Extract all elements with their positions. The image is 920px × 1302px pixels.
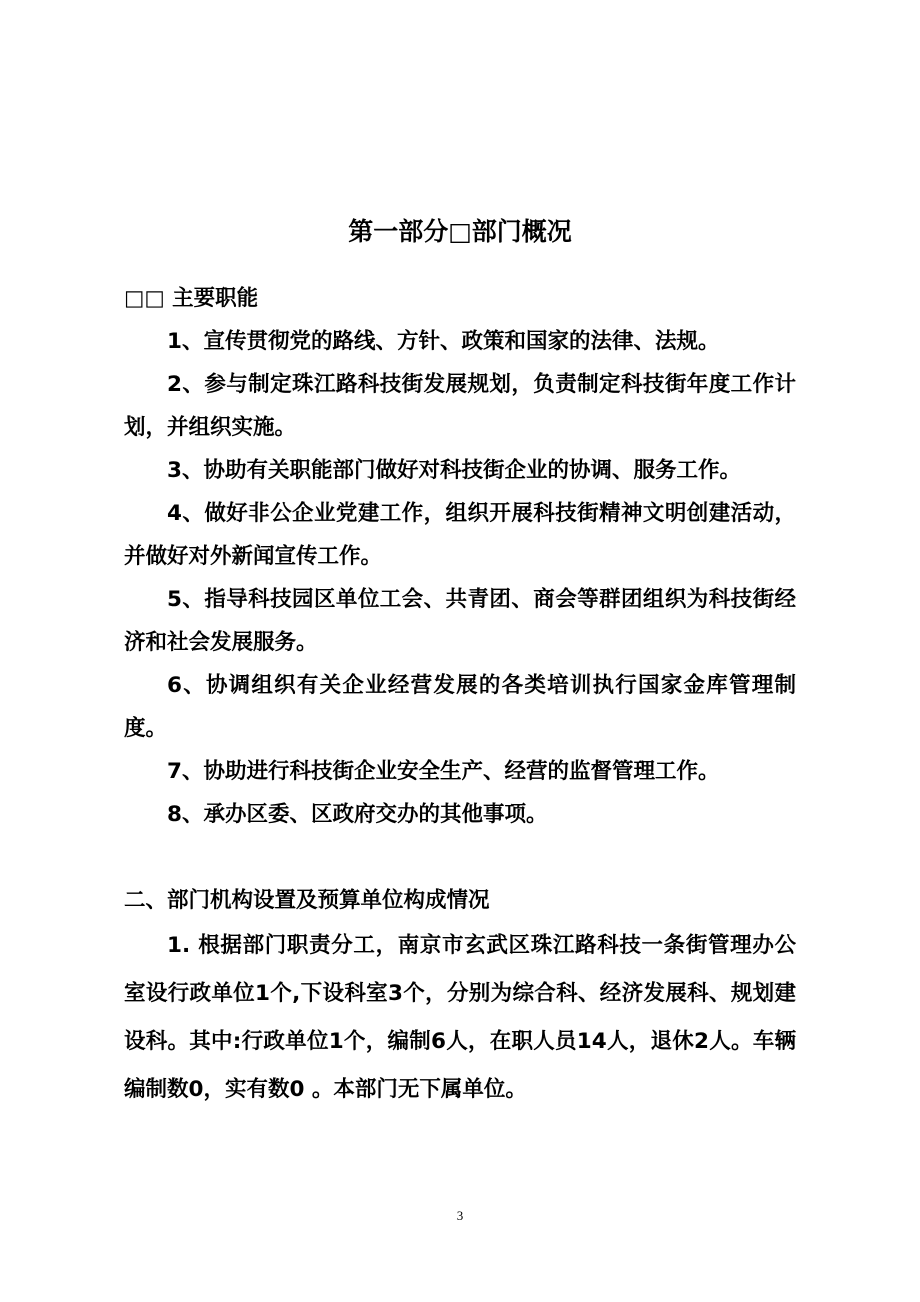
section-organization: [124, 879, 796, 1114]
section-heading-organization: 二、部门机构设置及预算单位构成情况: [124, 888, 490, 913]
function-item-6: 6、协调组织有关企业经营发展的各类培训执行国家金库管理制度。: [124, 673, 796, 741]
function-item-3: 3、协助有关职能部门做好对科技街企业的协调、服务工作。: [167, 458, 741, 483]
section-heading-main-functions: □□ 主要职能: [124, 286, 259, 311]
document-body: [124, 277, 796, 1114]
function-item-8: 8、承办区委、区政府交办的其他事项。: [167, 802, 548, 827]
section-spacer: [124, 836, 796, 879]
section-main-functions: [124, 277, 796, 836]
function-item-7: 7、协助进行科技街企业安全生产、经营的监督管理工作。: [167, 759, 720, 784]
function-item-1: 1、宣传贯彻党的路线、方针、政策和国家的法律、法规。: [167, 329, 720, 354]
page-title: 第一部分□部门概况: [348, 217, 572, 246]
page-number: 3: [456, 1208, 464, 1223]
organization-paragraph: 1. 根据部门职责分工，南京市玄武区珠江路科技一条街管理办公室设行政单位1个,下设科室3个，分别为综合科、经济发展科、规划建设科。其中:行政单位1个，编制6人，在职人员14人，退休2人。车辆编制数0，实有数0 。本部门无下属单位。: [124, 933, 796, 1102]
function-item-2: 2、参与制定珠江路科技街发展规划，负责制定科技街年度工作计划，并组织实施。: [124, 372, 796, 440]
function-item-4: 4、做好非公企业党建工作，组织开展科技街精神文明创建活动，并做好对外新闻宣传工作。: [124, 501, 796, 569]
function-item-5: 5、指导科技园区单位工会、共青团、商会等群团组织为科技街经济和社会发展服务。: [124, 587, 796, 655]
